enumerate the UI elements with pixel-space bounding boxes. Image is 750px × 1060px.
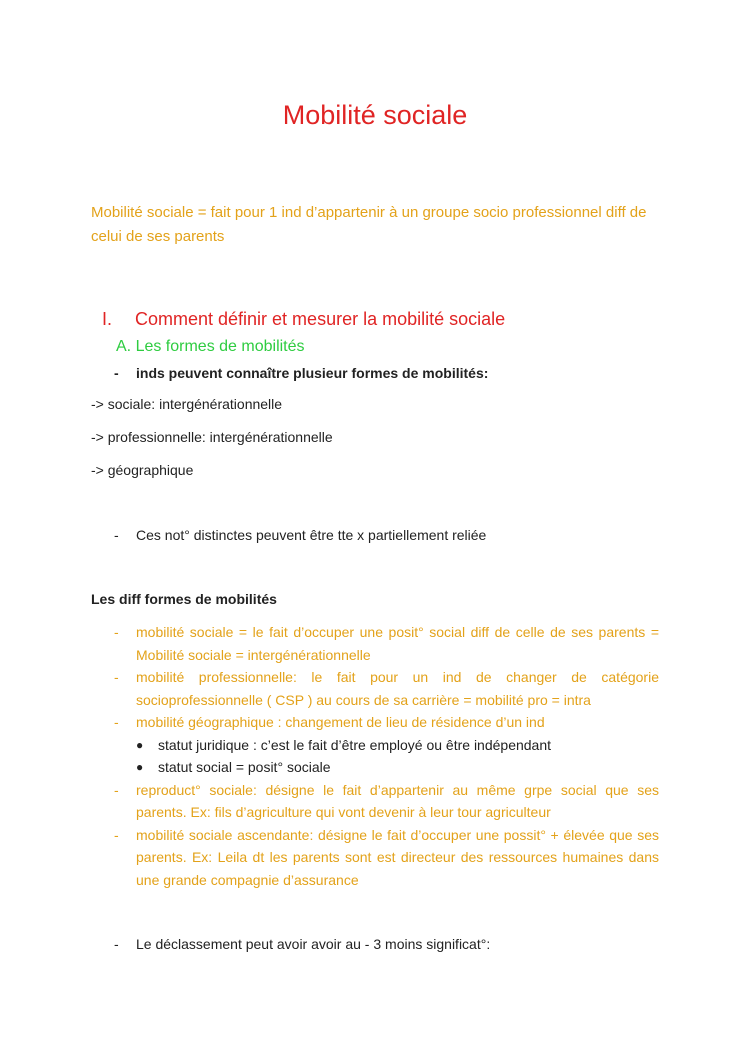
dash-marker: - xyxy=(114,527,119,543)
dash-marker: - xyxy=(114,669,119,685)
dash-marker: - xyxy=(114,781,119,798)
bullet-text: statut social = posit° sociale xyxy=(158,759,331,775)
list-item xyxy=(114,621,659,666)
intro-line xyxy=(114,362,488,384)
bullet-dot: ● xyxy=(136,737,144,752)
list-item xyxy=(114,779,659,824)
final-line xyxy=(114,933,490,955)
dash-marker: - xyxy=(114,365,119,381)
section-heading-text: Comment définir et mesurer la mobilité sociale xyxy=(135,309,506,329)
note-text: Ces not° distinctes peuvent être tte x partiellement reliée xyxy=(136,527,487,543)
intro-text: inds peuvent connaître plusieur formes de mobilités: xyxy=(136,365,489,381)
bullet-dot: ● xyxy=(136,760,144,774)
section-number: I. xyxy=(102,309,113,329)
list-item xyxy=(114,824,659,892)
arrow-item: -> géographique xyxy=(91,462,194,478)
dash-marker: - xyxy=(114,624,119,640)
forms-heading: Les diff formes de mobilités xyxy=(91,591,277,607)
bullet-text: statut juridique : c’est le fait d’être employé ou être indépendant xyxy=(158,736,552,753)
subsection-heading: A. Les formes de mobilités xyxy=(116,338,305,355)
list-item xyxy=(114,666,659,711)
bullet-list xyxy=(114,734,659,779)
dash-marker: - xyxy=(114,826,119,843)
arrow-item: -> sociale: intergénérationnelle xyxy=(91,396,283,412)
list-item xyxy=(114,711,659,734)
bullet-item xyxy=(114,756,659,779)
final-text: Le déclassement peut avoir avoir au - 3 moins significat°: xyxy=(136,936,491,952)
arrow-item: -> professionnelle: intergénérationnelle xyxy=(91,429,333,445)
dash-marker: - xyxy=(114,936,119,952)
nested-bullet-group xyxy=(114,734,659,779)
forms-list xyxy=(114,621,659,891)
section-heading xyxy=(102,309,505,330)
dash-marker: - xyxy=(114,714,119,730)
list-item-text: mobilité géographique : changement de lieu de résidence d’un ind xyxy=(136,714,545,730)
definition-text: Mobilité sociale = fait pour 1 ind d’appartenir à un groupe socio professionnel diff de celui de ses parents xyxy=(91,204,647,245)
bullet-item xyxy=(114,734,659,757)
list-item-text: mobilité sociale ascendante: désigne le fait d’occuper une possit° + élevée que ses parents. Ex: Leila dt les parents sont est directeur des ressources humaines dans une grande compagnie d’assurance xyxy=(136,826,659,888)
list-item-text: reproduct° sociale: désigne le fait d’appartenir au même grpe social que ses parents. Ex: fils d’agriculture qui vont devenir à leur tour agriculteur xyxy=(136,781,659,820)
list-item-text: mobilité professionnelle: le fait pour un ind de changer de catégorie socioprofessionnelle ( CSP ) au cours de sa carrière = mobilité pro = intra xyxy=(136,669,659,708)
note-line xyxy=(114,524,486,546)
list-item-text: mobilité sociale = le fait d’occuper une posit° social diff de celle de ses parents = Mobilité sociale = intergénérationnelle xyxy=(136,624,659,663)
page-title: Mobilité sociale xyxy=(282,100,468,130)
